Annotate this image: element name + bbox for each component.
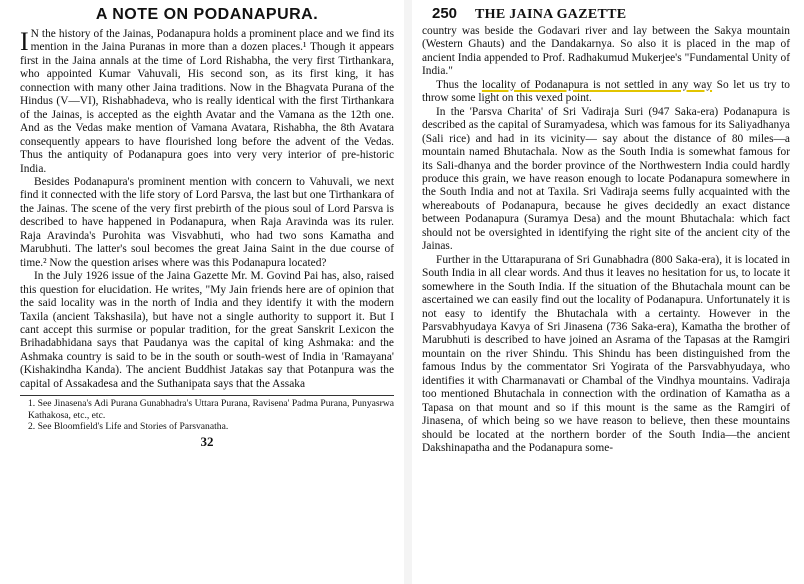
paragraph-1: [20, 28, 394, 176]
paragraph-uttarapurana: Further in the Uttarapurana of Sri Gunabhadra (800 Saka-era), it is located in South India in all clear words. And thus it leaves no hesitation for us, to locate it somewhere in the South India. If the situation of the Bhutachala mount can be ascertained we can easily find out the locality of Podanapura. Unfortunately it is not easy to identify the Bhutachala with a certainty. However in the Parsvabhyudaya Kavya of Sri Jinasena (736 Saka-era), Kamatha the brother of Marubhuti is described to have joined an Asrama of the Tapasas at the Ramgiri mountain on the river Shindu. This Shindu has been distinguished from the famous Indus by the commentator Sri Yogirata of the Parsvabhyudaya, who identifies it with Charmanavati or Chambal of the Vindhya mountains. Vadiraja too mentioned Bhutachala in connection with the ordination of Kamatha as a Tapasa on that mount and so if this mount is the same as the Ramgiri of Jinasena, of which being so we have reason to believe, then these mountains should be located at the northern border of the South India—the ancient Dakshinapatha and the Podanapura some-: [422, 253, 790, 455]
drop-cap: I: [20, 27, 29, 56]
thus-post: So let us try to throw some light on this vexed point.: [422, 78, 790, 105]
thus-pre: Thus the: [436, 78, 482, 91]
article-title: A NOTE ON PODANAPURA.: [95, 6, 319, 23]
footnote-1: 1. See Jinasena's Adi Purana Gunabhadra's Uttara Purana, Ravisena' Padma Purana, Punyasrwa Kathakosa, etc., etc.: [28, 398, 394, 421]
highlighted-phrase: locality of Podanapura is not settled in any way: [481, 78, 713, 91]
footnote-2: 2. See Bloomfield's Life and Stories of Parsvanatha.: [28, 421, 229, 433]
footnote-divider: [20, 395, 394, 396]
page-number-left: 32: [200, 434, 214, 450]
page-gutter: [404, 0, 412, 584]
right-page: [412, 0, 804, 584]
paragraph-3: In the July 1926 issue of the Jaina Gazette Mr. M. Govind Pai has, also, raised this question for elucidation. He writes, "My Jain friends here are of opinion that the said locality was in the north of India and they identify it with the modern Taxila (ancient Takshasila), but have not a single authority to support it. But I cant accept this surmise or popular tradition, for the great Sanskrit Lexicon the Brihadabhidana says that Paudanya was the capital of king Ashmaka: and the Ashmaka country is said to be in the south or south-west of India in 'Ramayana' (Kishakindha Kanda). The ancient Buddhist Jatakas say that Potanpura was the capital of Assakadesa and the Suthanipata says that the Assaka: [20, 270, 394, 390]
running-head-title: THE JAINA GAZETTE: [475, 7, 627, 22]
page-number-right: 250: [432, 5, 458, 22]
running-header: [422, 5, 790, 23]
paragraph-2: Besides Podanapura's prominent mention with concern to Vahuvali, we next find it connected with the life story of Lord Parsva, the last but one Tirthankara of the Jainas. The scene of the very first prebirth of the pious soul of Lord Parsva is described to have happened in Podanapura, when Raja Aravinda was its ruler. Raja Aravinda's Purohita was Visvabhuti, who had two sons Kamatha and Marubhuti. The latter's soul becomes the great Jaina Saint in the due course of time.² Now the question arises where was this Podanapura located?: [20, 175, 394, 269]
paragraph-1-text: N the history of the Jainas, Podanapura holds a prominent place and we find its mention in the Jaina Puranas in more than a dozen places.¹ Though it appears first in the Jaina annals at the time of Lord Rishabha, the very first Tirthankara, who appointed Kumar Vahuvali, His second son, as its first king, it has connection with many other Jaina traditions. Now in the Bhagvata Purana of the Hindus (V—VI), Rishabhadeva, who is really identical with the first Tirthankara of the Jainas, is accepted as the eighth Avatar and the Vamana as the 12th one. And as the Vedas make mention of Vamana Avatara, Rishabha, the 8th Avatara consequently appears to have flourished long before the advent of the Vedas. Thus the antiquity of Podanapura goes into very very interior of pre-historic India.: [20, 28, 394, 175]
paragraph-parsva-charita: In the 'Parsva Charita' of Sri Vadiraja Suri (947 Saka-era) Podanapura is described as the capital of Suramyadesa, which was famous for its Saliyadhanya (Sali rice) and had in its vicinity— say about the distance of 80 miles—a mountain named Bhutachala. Now as the South India is somewhat famous for its Sali-dhanya and the border province of the Northwestern India could hardly produce this grain, we have reason enough to locate Podanapura somewhere in the South India and not at Taxila. Sri Vadiraja seems fully acquainted with the whereabouts of Podanapura, because he gives decidedly an exact distance between Podanapura (Suramya Desa) and the mount Bhutachala: which fact should not be oversighted in identifying the right site of the ancient city of the Jainas.: [422, 105, 790, 253]
paragraph-thus: [422, 79, 790, 106]
continued-paragraph: country was beside the Godavari river and lay between the Sakya mountain (Western Ghauts) and the Dandakarnya. So also it is placed in the map of ancient India appended to Prof. Radhakumud Mukerjee's "Fundamental Unity of India.": [422, 25, 790, 78]
